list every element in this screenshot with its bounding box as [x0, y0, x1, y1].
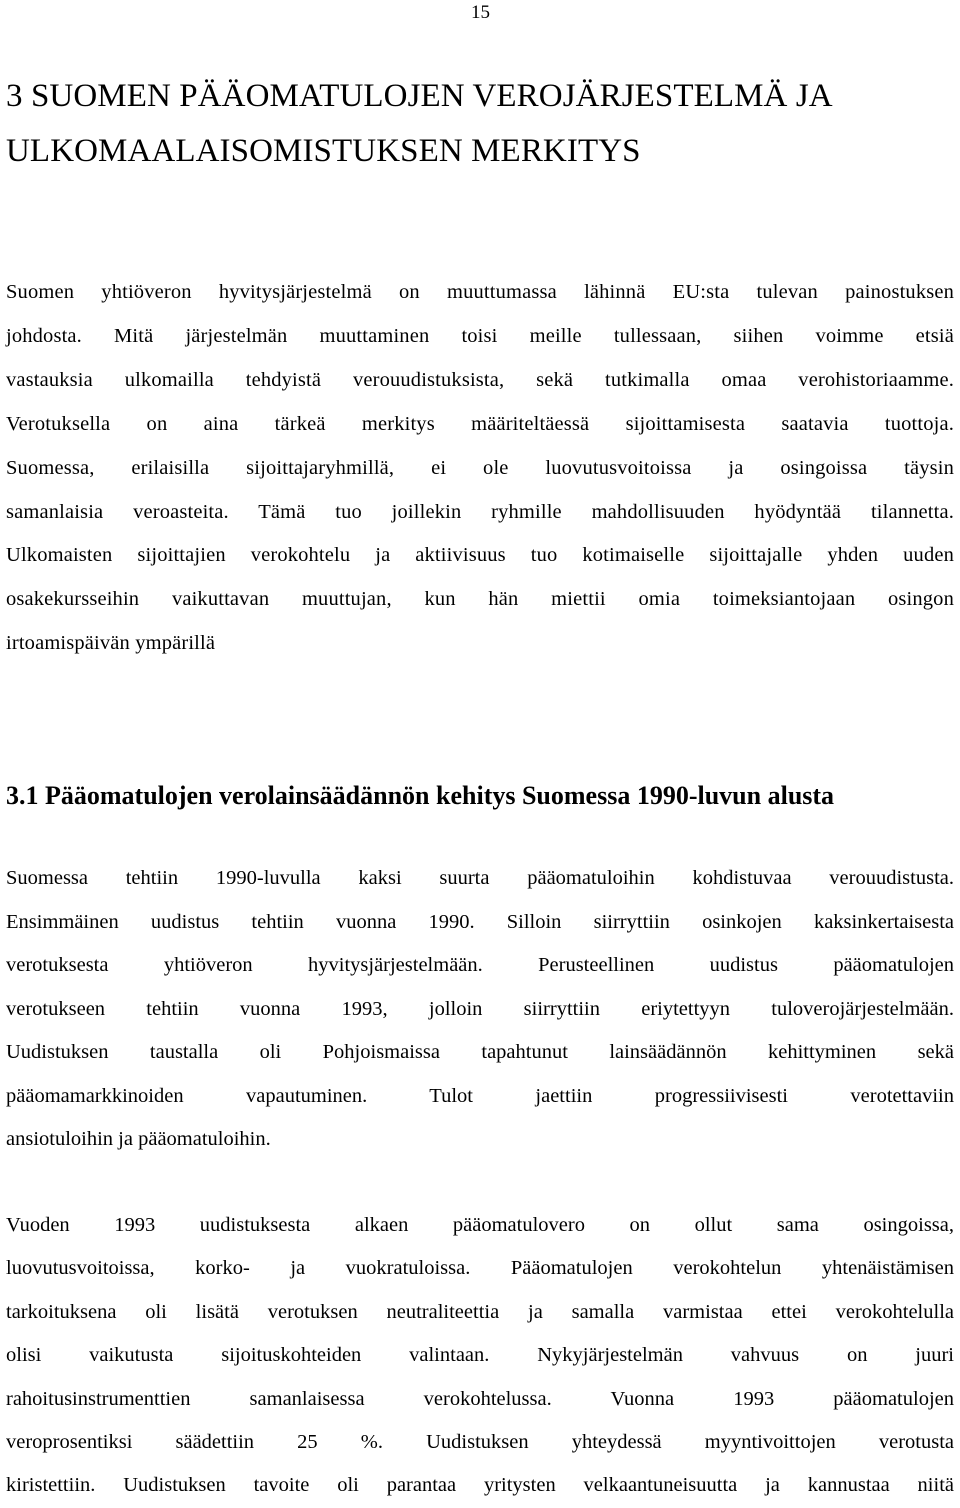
text-line: kiristettiin. Uudistuksen tavoite oli parantaa yritysten velkaantuneisuutta ja kannustaa niitä	[6, 1474, 954, 1497]
text-line: Vuoden 1993 uudistuksesta alkaen pääomatulovero on ollut sama osingoissa,	[6, 1214, 954, 1236]
text-line: Suomessa tehtiin 1990-luvulla kaksi suurta pääomatuloihin kohdistuvaa verouudistusta.	[6, 867, 954, 889]
page-number: 15	[471, 2, 490, 23]
chapter-title-line: 3 SUOMEN PÄÄOMATULOJEN VEROJÄRJESTELMÄ JA	[6, 78, 833, 114]
text-line: pääomamarkkinoiden vapautuminen. Tulot jaettiin progressiivisesti verotettaviin	[6, 1084, 954, 1107]
text-line: Suomen yhtiöveron hyvitysjärjestelmä on muuttumassa lähinnä EU:sta tulevan painostuksen	[6, 281, 954, 303]
text-line: samanlaisia veroasteita. Tämä tuo joillekin ryhmille mahdollisuuden hyödyntää tilannetta.	[6, 500, 954, 523]
text-line: Suomessa, erilaisilla sijoittajaryhmillä, ei ole luovutusvoitoissa ja osingoissa täysin	[6, 456, 954, 479]
text-line: Ulkomaisten sijoittajien verokohtelu ja aktiivisuus tuo kotimaiselle sijoittajalle yhden uuden	[6, 544, 954, 567]
text-line: tarkoituksena oli lisätä verotuksen neutraliteettia ja samalla varmistaa ettei verokohtelulla	[6, 1300, 954, 1323]
chapter-title	[6, 69, 951, 179]
text-line: verotuksesta yhtiöveron hyvitysjärjestelmään. Perusteellinen uudistus pääomatulojen	[6, 954, 954, 976]
section-paragraph	[6, 857, 954, 1162]
text-line: Ensimmäinen uudistus tehtiin vuonna 1990. Silloin siirryttiin osinkojen kaksinkertaisesta	[6, 910, 954, 933]
text-line: johdosta. Mitä järjestelmän muuttaminen toisi meille tullessaan, siihen voimme etsiä	[6, 324, 954, 347]
text-line: irtoamispäivän ympärillä	[6, 632, 216, 655]
text-line: ansiotuloihin ja pääomatuloihin.	[6, 1128, 271, 1150]
text-line: olisi vaikutusta sijoituskohteiden valintaan. Nykyjärjestelmän vahvuus on juuri	[6, 1344, 954, 1367]
section-title: 3.1 Pääomatulojen verolainsäädännön kehitys Suomessa 1990-luvun alusta	[6, 781, 835, 810]
text-line: luovutusvoitoissa, korko- ja vuokratuloissa. Pääomatulojen verokohtelun yhtenäistämisen	[6, 1257, 954, 1280]
text-line: verotukseen tehtiin vuonna 1993, jolloin siirryttiin eriytettyyn tuloverojärjestelmään.	[6, 997, 954, 1020]
text-line: Verotuksella on aina tärkeä merkitys määriteltäessä sijoittamisesta saatavia tuottoja.	[6, 412, 954, 435]
text-line: veroprosentiksi säädettiin 25 %. Uudistuksen yhteydessä myyntivoittojen verotusta	[6, 1431, 954, 1454]
intro-paragraph	[6, 271, 954, 666]
text-line: Uudistuksen taustalla oli Pohjoismaissa tapahtunut lainsäädännön kehittyminen sekä	[6, 1041, 954, 1063]
text-line: rahoitusinstrumenttien samanlaisessa verokohtelussa. Vuonna 1993 pääomatulojen	[6, 1387, 954, 1410]
chapter-title-line: ULKOMAALAISOMISTUKSEN MERKITYS	[6, 133, 641, 169]
section-paragraph	[6, 1204, 954, 1508]
text-line: osakekursseihin vaikuttavan muuttujan, kun hän miettii omia toimeksiantojaan osingon	[6, 588, 954, 611]
text-line: vastauksia ulkomailla tehdyistä verouudistuksista, sekä tutkimalla omaa verohistoriaamme.	[6, 368, 954, 391]
